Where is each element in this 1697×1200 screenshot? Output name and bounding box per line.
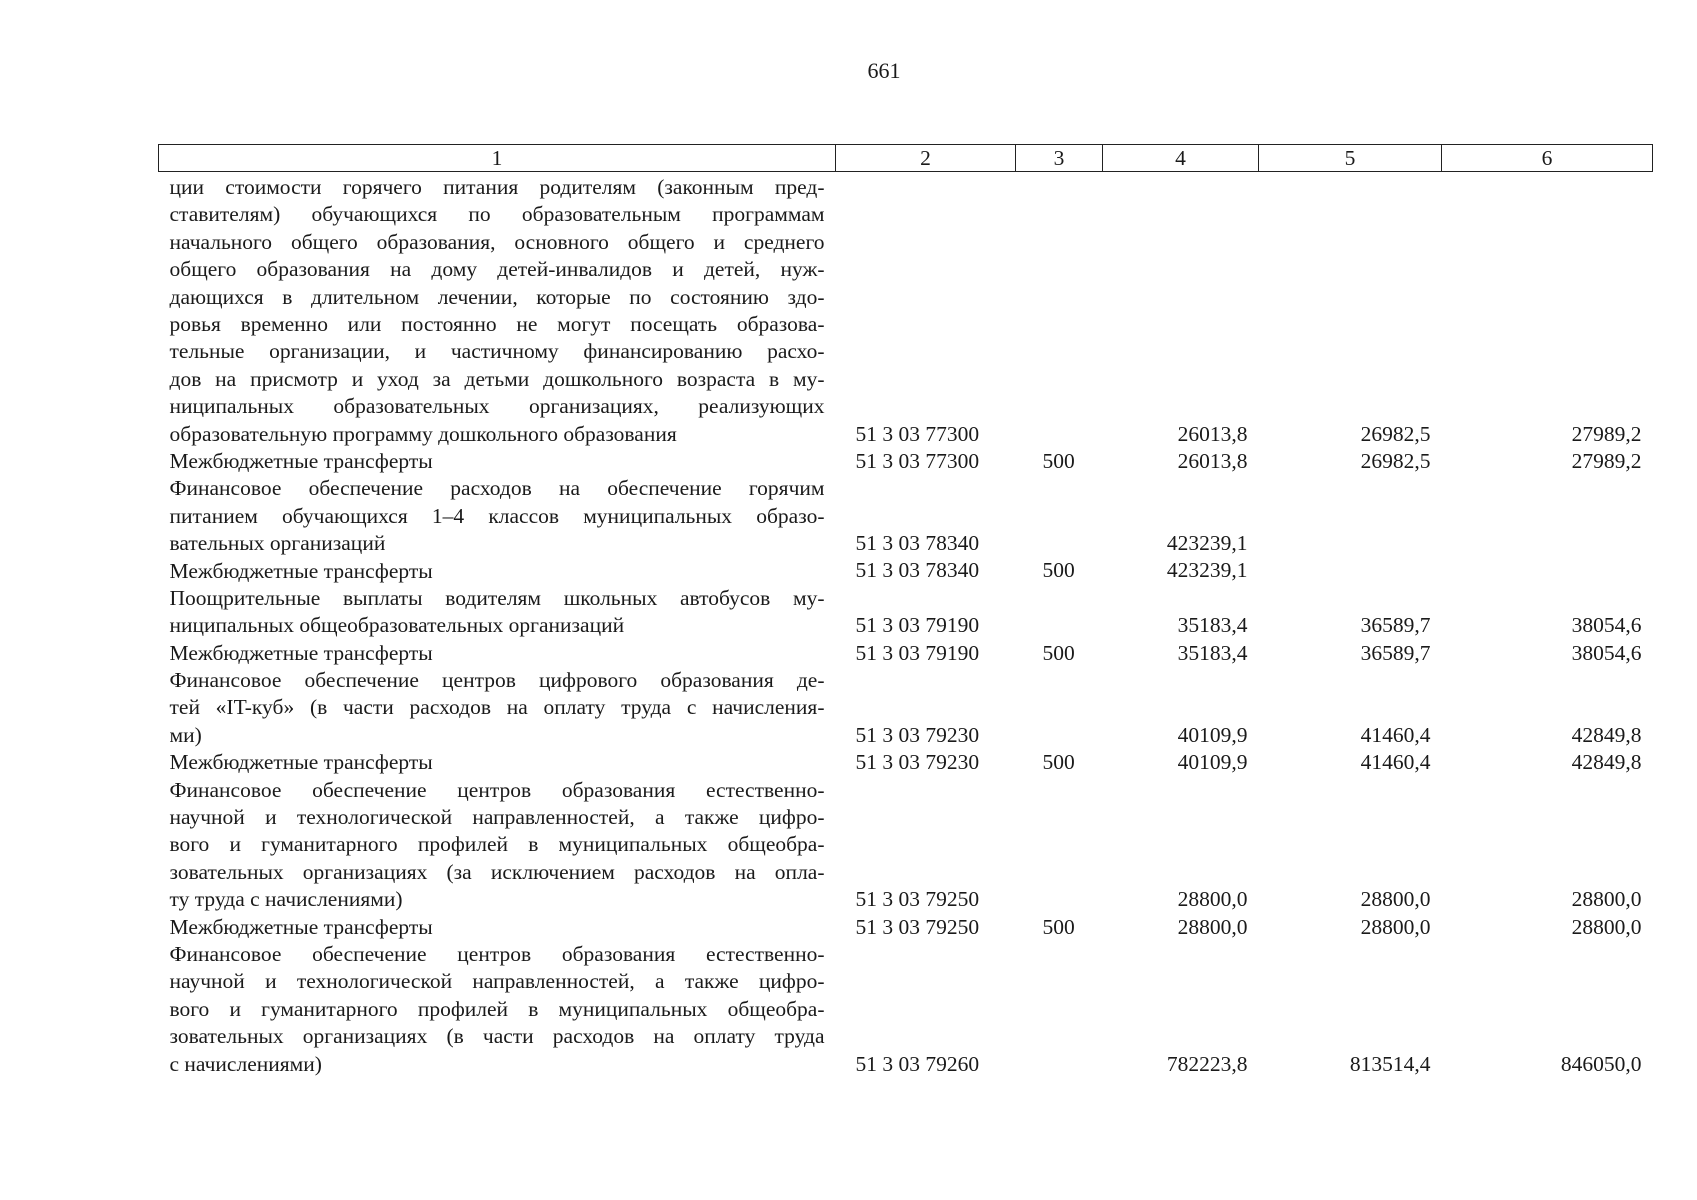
row-expense-type [1016, 475, 1103, 557]
row-name [159, 585, 836, 640]
row-name-line: зовательных организациях (за исключением расходов на опла- [169, 859, 825, 884]
table-row [159, 557, 1653, 584]
row-expense-type [1016, 172, 1103, 448]
row-name-line: начального общего образования, основного общего и среднего [169, 229, 825, 254]
row-name-line: дающихся в длительном лечении, которые по состоянию здо- [169, 284, 825, 309]
row-value-5: 41460,4 [1360, 722, 1431, 747]
row-code: 51 3 03 79250 [855, 887, 980, 912]
row-name-line: зовательных организациях (в части расходов на оплату труда [169, 1024, 825, 1049]
row-name-line: питанием обучающихся 1–4 классов муниципальных образо- [169, 503, 825, 528]
row-name-line: Поощрительные выплаты водителям школьных автобусов му- [169, 585, 825, 610]
row-code: 51 3 03 79230 [855, 722, 980, 747]
row-name [159, 777, 836, 914]
row-name-line: Межбюджетные трансферты [169, 448, 433, 473]
row-value-6: 28800,0 [1571, 914, 1642, 939]
row-name-line: общего образования на дому детей-инвалидов и детей, нуж- [169, 257, 825, 282]
row-value-5: 28800,0 [1360, 887, 1431, 912]
row-expense-type: 500 [1042, 914, 1075, 939]
row-value-5: 813514,4 [1349, 1051, 1431, 1076]
row-value-5 [1259, 475, 1442, 557]
table-row [159, 475, 1653, 557]
row-value-6: 846050,0 [1560, 1051, 1642, 1076]
row-value-4: 35183,4 [1177, 640, 1248, 665]
row-name-line: ниципальных образовательных организациях, реализующих [169, 394, 825, 419]
column-header-1: 1 [159, 145, 836, 172]
row-name-line: Межбюджетные трансферты [169, 914, 433, 939]
row-value-4: 40109,9 [1177, 750, 1248, 775]
row-value-6 [1442, 475, 1653, 557]
row-value-6: 27989,2 [1571, 448, 1642, 473]
table-row [159, 585, 1653, 640]
row-expense-type [1016, 585, 1103, 640]
row-name-line: ту труда с начислениями) [169, 887, 403, 912]
row-code: 51 3 03 79250 [855, 914, 980, 939]
column-header-4: 4 [1103, 145, 1259, 172]
row-expense-type [1016, 941, 1103, 1078]
row-value-6 [1442, 557, 1653, 584]
row-name-line: ции стоимости горячего питания родителям (законным пред- [169, 175, 825, 199]
row-name [159, 557, 836, 584]
row-code: 51 3 03 79190 [855, 640, 980, 665]
row-name-line: научной и технологической направленностей, а также цифро- [169, 805, 825, 830]
row-value-4: 26013,8 [1177, 421, 1248, 446]
row-name-line: Межбюджетные трансферты [169, 558, 433, 583]
row-name [159, 640, 836, 667]
row-code: 51 3 03 79190 [855, 613, 980, 638]
row-code: 51 3 03 78340 [855, 558, 980, 583]
row-expense-type: 500 [1042, 448, 1075, 473]
row-expense-type: 500 [1042, 640, 1075, 665]
budget-table [158, 144, 1653, 1078]
row-value-6: 42849,8 [1571, 722, 1642, 747]
row-value-6: 38054,6 [1571, 613, 1642, 638]
page-number: 661 [867, 58, 901, 83]
table-row [159, 749, 1653, 776]
column-header-6: 6 [1442, 145, 1653, 172]
row-name [159, 941, 836, 1078]
row-name [159, 448, 836, 475]
row-value-4: 782223,8 [1166, 1051, 1248, 1076]
row-value-6: 27989,2 [1571, 421, 1642, 446]
row-name [159, 475, 836, 557]
row-name-line: вого и гуманитарного профилей в муниципальных общеобра- [169, 996, 825, 1021]
row-name-line: ниципальных общеобразовательных организаций [169, 613, 625, 638]
row-value-4: 423239,1 [1166, 558, 1248, 583]
row-name-line: научной и технологической направленностей, а также цифро- [169, 969, 825, 994]
row-value-5: 36589,7 [1360, 640, 1431, 665]
row-name-line: тей «IT-куб» (в части расходов на оплату труда с начисления- [169, 695, 825, 720]
row-code: 51 3 03 79230 [855, 750, 980, 775]
row-name-line: ми) [169, 722, 202, 747]
row-name-line: Финансовое обеспечение центров образования естественно- [169, 777, 825, 802]
row-name [159, 172, 836, 448]
row-name-line: ставителям) обучающихся по образовательным программам [169, 202, 825, 227]
row-expense-type [1016, 777, 1103, 914]
row-expense-type: 500 [1042, 750, 1075, 775]
row-name-line: Межбюджетные трансферты [169, 640, 433, 665]
row-expense-type: 500 [1042, 558, 1075, 583]
table-row [159, 941, 1653, 1078]
row-name-line: Финансовое обеспечение центров цифрового образования де- [169, 668, 825, 693]
row-value-4: 26013,8 [1177, 448, 1248, 473]
row-name-line: ровья временно или постоянно не могут посещать образова- [169, 311, 825, 336]
row-code: 51 3 03 77300 [855, 448, 980, 473]
row-code: 51 3 03 79260 [855, 1051, 980, 1076]
row-value-5: 28800,0 [1360, 914, 1431, 939]
row-value-5: 26982,5 [1360, 448, 1431, 473]
table-row [159, 777, 1653, 914]
row-name-line: тельные организации, и частичному финансированию расхо- [169, 339, 825, 364]
row-value-6: 42849,8 [1571, 750, 1642, 775]
row-value-4: 40109,9 [1177, 722, 1248, 747]
table-row [159, 914, 1653, 941]
row-name-line: с начислениями) [169, 1051, 322, 1076]
table-row [159, 448, 1653, 475]
table-body [159, 172, 1653, 1078]
row-value-5 [1259, 557, 1442, 584]
row-value-4: 35183,4 [1177, 613, 1248, 638]
column-header-3: 3 [1016, 145, 1103, 172]
row-code: 51 3 03 77300 [855, 421, 980, 446]
row-name-line: Финансовое обеспечение расходов на обеспечение горячим [169, 476, 825, 501]
row-code: 51 3 03 78340 [855, 531, 980, 556]
row-name-line: образовательную программу дошкольного образования [169, 421, 677, 446]
column-header-2: 2 [836, 145, 1016, 172]
table-row [159, 172, 1653, 448]
row-name-line: вого и гуманитарного профилей в муниципальных общеобра- [169, 832, 825, 857]
row-value-5: 26982,5 [1360, 421, 1431, 446]
table-row [159, 667, 1653, 749]
row-name [159, 914, 836, 941]
row-expense-type [1016, 667, 1103, 749]
row-name-line: дов на присмотр и уход за детьми дошкольного возраста в му- [169, 366, 825, 391]
row-value-6: 28800,0 [1571, 887, 1642, 912]
row-name [159, 749, 836, 776]
table-row [159, 640, 1653, 667]
row-value-5: 41460,4 [1360, 750, 1431, 775]
row-name-line: вательных организаций [169, 531, 386, 556]
row-name [159, 667, 836, 749]
row-name-line: Межбюджетные трансферты [169, 750, 433, 775]
row-value-6: 38054,6 [1571, 640, 1642, 665]
row-value-4: 423239,1 [1166, 531, 1248, 556]
table-header-row [159, 145, 1653, 172]
column-header-5: 5 [1259, 145, 1442, 172]
row-name-line: Финансовое обеспечение центров образования естественно- [169, 942, 825, 967]
row-value-4: 28800,0 [1177, 887, 1248, 912]
row-value-5: 36589,7 [1360, 613, 1431, 638]
row-value-4: 28800,0 [1177, 914, 1248, 939]
